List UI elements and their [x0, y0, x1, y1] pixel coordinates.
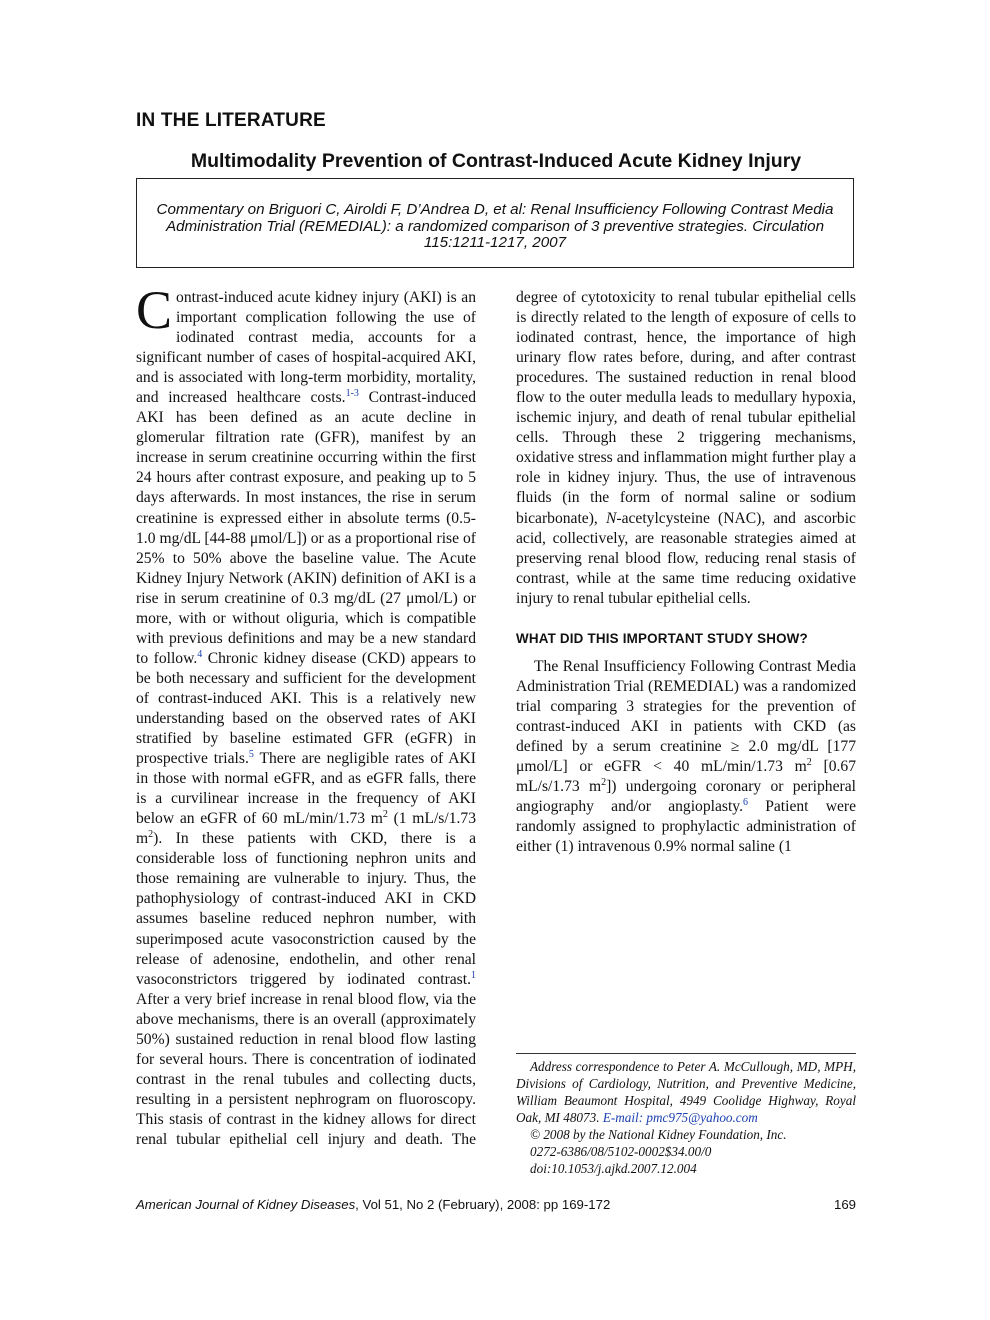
superscript: 2: [382, 809, 388, 821]
body-text: (1 mL/s/1.73 m: [136, 810, 476, 848]
reference-link[interactable]: 5: [248, 749, 254, 761]
section-subheading: WHAT DID THIS IMPORTANT STUDY SHOW?: [516, 630, 808, 646]
body-text: -acetylcysteine (NAC), and ascorbic acid, collectively, are reasonable strategies aimed at preserving renal blood flow, reducing renal stasis of contrast, while at the same time reducing oxidative injury to renal tubular epithelial cells.: [516, 509, 856, 607]
correspondence-footnote: [516, 1053, 856, 1177]
body-text: After a very brief increase in renal blood flow, via the above mechanisms, there is an overall (approximately 50%) sustained reduction in renal blood flow lasting for several hours. There is concentration of iodinated contrast in the renal tubules and collecting ducts, resulting in a persistent nephrogram on fluoroscopy. This stasis of contrast in the kidney allows for direct renal tubular epithelial cell injury and death. The degree of cytotoxicity to renal tubular epithelial cells is directly related to the length of exposure of cells to iodinated contrast, hence, the importance of high urinary flow rates before, during, and after contrast procedures. The sustained reduction in renal blood flow to the outer medulla leads to medullary hypoxia, ischemic injury, and death of renal tubular epithelial cells. Through these 2 triggering mechanisms, oxidative stress and inflammation might further play a role in kidney injury. Thus, the use of intravenous fluids (in the form of normal saline or sodium bicarbonate),: [136, 289, 856, 1148]
body-text: ontrast-induced acute kidney injury (AKI) is an important complication following the use of iodinated contrast media, accounts for a significant number of cases of hospital-acquired AKI, and is associated with long-term morbidity, mortality, and increased healthcare costs.: [136, 289, 476, 407]
doi-line: doi:10.1053/j.ajkd.2007.12.004: [530, 1161, 697, 1176]
body-text: Patient were randomly assigned to prophylactic administration of either (1) intravenous 0.9% normal saline (1: [516, 798, 857, 856]
journal-citation: , Vol 51, No 2 (February), 2008: pp 169-172: [355, 1197, 611, 1212]
issn-line: 0272-6386/08/5102-0002$34.00/0: [530, 1144, 712, 1159]
superscript: 2: [148, 829, 154, 841]
reference-link[interactable]: 1-3: [345, 388, 359, 400]
body-text: ). In these patients with CKD, there is a considerable loss of functioning nephron units and those remaining are vulnerable to injury. Thus, the pathophysiology of contrast-induced AKI in CKD assumes baseline reduced nephron number, with superimposed acute vasoconstriction caused by the release of adenosine, endothelin, and other renal vasoconstrictors triggered by iodinated contrast.: [136, 830, 476, 988]
body-text: ]) undergoing coronary or peripheral angiography and/or angioplasty.: [516, 778, 856, 816]
commentary-box: [136, 178, 854, 268]
page-number: 169: [833, 1197, 856, 1212]
drop-cap: C: [136, 280, 173, 340]
body-column-left: [136, 280, 857, 1168]
reference-link[interactable]: 1: [471, 969, 476, 981]
section-label: IN THE LITERATURE: [136, 110, 326, 131]
body-italic: N: [605, 509, 617, 527]
superscript: 2: [601, 777, 607, 789]
body-text: [0.67 mL/s/1.73 m: [516, 758, 856, 796]
correspondence-address: [516, 1058, 856, 1126]
copyright-line: © 2008 by the National Kidney Foundation, Inc.: [530, 1127, 787, 1142]
email-link[interactable]: E-mail: pmc975@yahoo.com: [602, 1110, 758, 1125]
article-title: Multimodality Prevention of Contrast-Induced Acute Kidney Injury: [190, 150, 802, 172]
body-text: The Renal Insufficiency Following Contrast Media Administration Trial (REMEDIAL) was a randomized trial comparing 3 strategies for the prevention of contrast-induced AKI in patients with CKD (as defined by a serum creatinine ≥ 2.0 mg/dL [177 μmol/L] or eGFR < 40 mL/min/1.73 m: [516, 657, 856, 776]
body-paragraph: [516, 657, 856, 857]
body-text: There are negligible rates of AKI in those with normal eGFR, and as eGFR falls, there is a curvilinear increase in the frequency of AKI below an eGFR of 60 mL/min/1.73 m: [136, 750, 476, 828]
commentary-text: Commentary on Briguori C, Airoldi F, D’Andrea D, et al: Renal Insufficiency Following Contrast Media Administration Trial (REMEDIAL): a randomized comparison of 3 preventive strategies. Circulation 115:1211-1217, 2007: [156, 201, 834, 252]
journal-name: American Journal of Kidney Diseases: [136, 1197, 356, 1212]
body-text: Contrast-induced AKI has been defined as an acute decline in glomerular filtration rate (GFR), manifest by an increase in serum creatinine occurring within the first 24 hours after contrast exposure, and peaking up to 5 days afterwards. In most instances, the rise in serum creatinine is expressed either in absolute terms (0.5-1.0 mg/dL [44-88 μmol/L]) or as a proportional rise of 25% to 50% above the baseline value. The Acute Kidney Injury Network (AKIN) definition of AKI is a rise in serum creatinine of 0.3 mg/dL (27 μmol/L) or more, with or without oliguria, which is compatible with previous definitions and may be a new standard to follow.: [136, 389, 476, 667]
journal-footer: [136, 1197, 610, 1212]
address-text: Address correspondence to Peter A. McCullough, MD, MPH, Divisions of Cardiology, Nutrition, and Preventive Medicine, William Beaumont Hospital, 4949 Coolidge Highway, Royal Oak, MI 48073.: [516, 1059, 856, 1125]
superscript: 2: [806, 757, 812, 769]
reference-link[interactable]: 4: [197, 648, 203, 660]
reference-link[interactable]: 6: [742, 797, 748, 809]
body-text: Chronic kidney disease (CKD) appears to be both necessary and sufficient for the development of contrast-induced AKI. This is a relatively new understanding based on the observed rates of AKI stratified by baseline estimated GFR (eGFR) in prospective trials.: [136, 649, 476, 768]
